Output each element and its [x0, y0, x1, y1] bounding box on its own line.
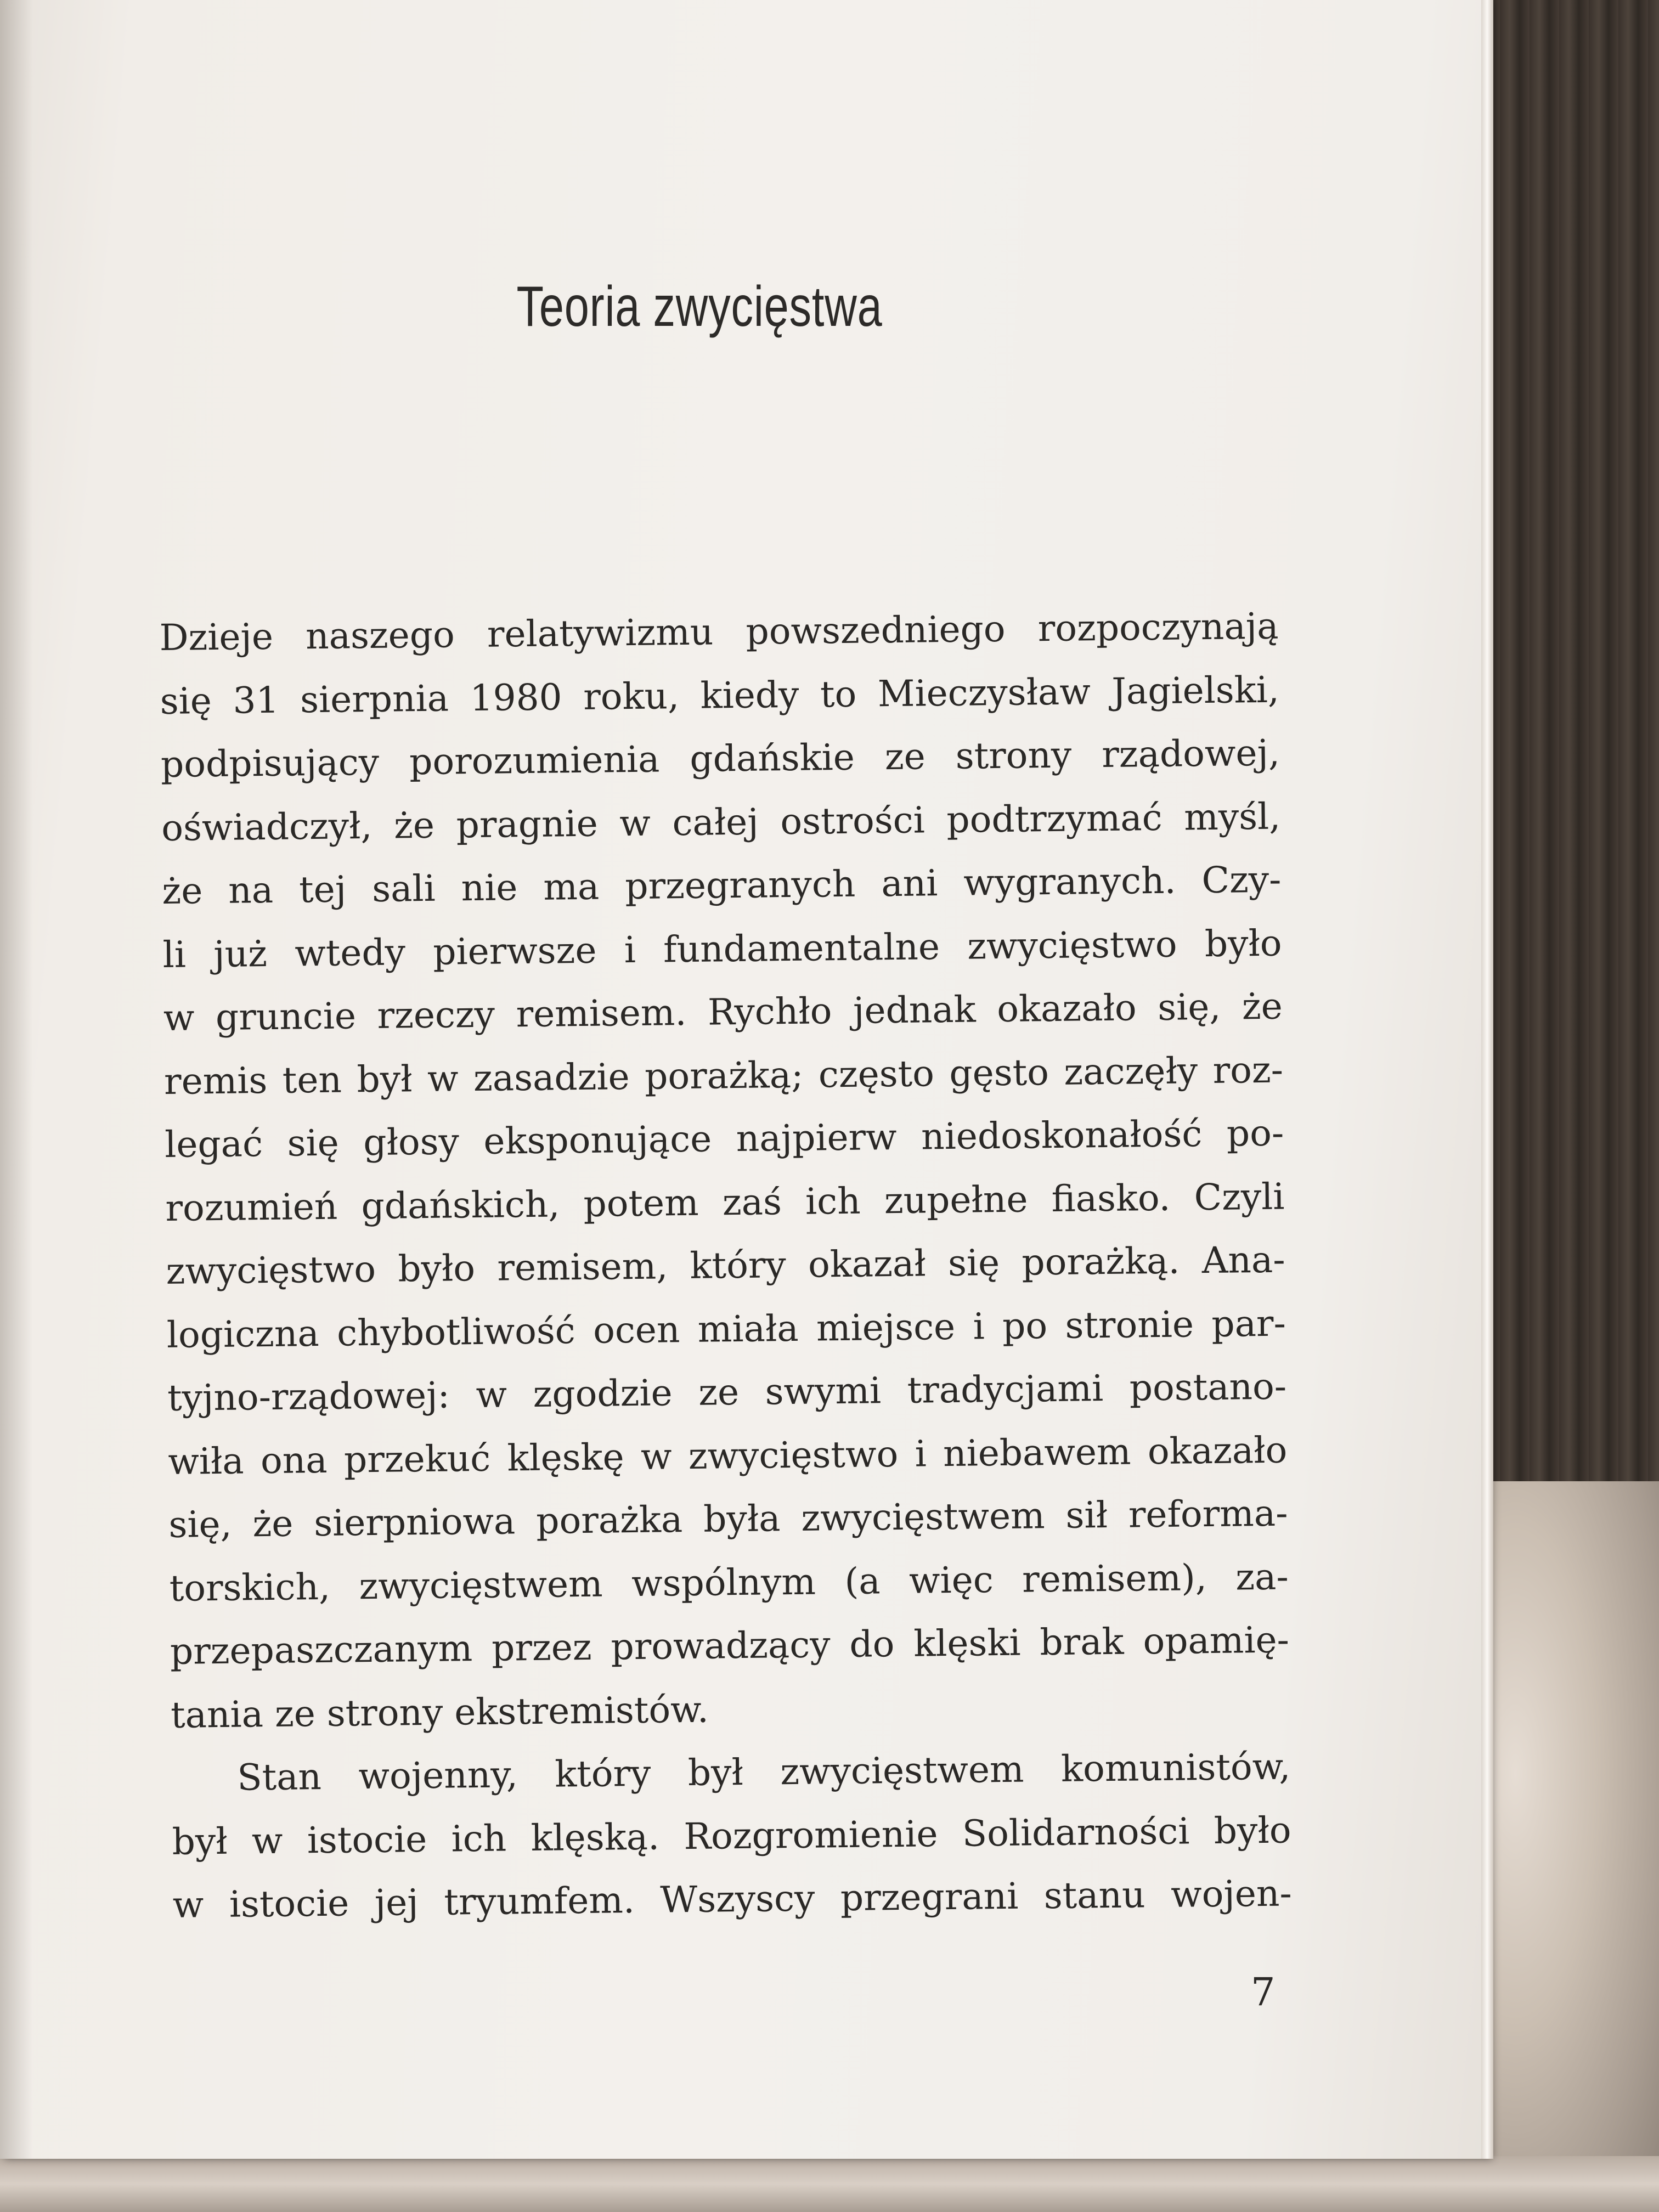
background-fabric-bottom [0, 2156, 1659, 2212]
text-line: Dzieje naszego relatywizmu powszedniego rozpoczynają [159, 605, 1279, 659]
text-line: się, że sierpniowa porażka była zwycięstwem sił reforma- [168, 1492, 1288, 1546]
text-line: zwycięstwo było remisem, który okazał się porażką. Ana- [166, 1238, 1285, 1293]
text-line: Stan wojenny, który był zwycięstwem komunistów, [236, 1745, 1291, 1799]
text-line: rozumień gdańskich, potem zaś ich zupełne fiasko. Czyli [165, 1175, 1285, 1229]
page-number: 7 [1251, 1970, 1276, 2015]
text-line: się 31 sierpnia 1980 roku, kiedy to Mieczysław Jagielski, [160, 668, 1280, 723]
background-fabric-dark [1470, 0, 1659, 1591]
text-line: że na tej sali nie ma przegranych ani wygranych. Czy- [162, 858, 1282, 912]
text-line: wiła ona przekuć klęskę w zwycięstwo i niebawem okazało [167, 1429, 1288, 1483]
text-line: torskich, zwycięstwem wspólnym (a więc remisem), za- [169, 1555, 1289, 1610]
chapter-title: Teoria zwycięstwa [516, 275, 883, 338]
text-line: li już wtedy pierwsze i fundamentalne zwycięstwo było [162, 922, 1282, 976]
text-line: oświadczył, że pragnie w całej ostrości podtrzymać myśl, [161, 795, 1281, 849]
page-edge [1481, 0, 1493, 2159]
text-line: tania ze strony ekstremistów. [170, 1688, 709, 1736]
text-line: w gruncie rzeczy remisem. Rychło jednak okazało się, że [163, 985, 1283, 1039]
text-line: legać się głosy eksponujące najpierw niedoskonałość po- [164, 1111, 1284, 1166]
text-line: podpisujący porozumienia gdańskie ze strony rządowej, [160, 731, 1280, 786]
text-line: logiczna chybotliwość ocen miała miejsce i po stronie par- [166, 1302, 1286, 1356]
text-line: był w istocie ich klęską. Rozgromienie Solidarności było [172, 1809, 1291, 1863]
text-line: remis ten był w zasadzie porażką; często gęsto zaczęły roz- [163, 1048, 1284, 1103]
text-line: w istocie jej tryumfem. Wszyscy przegrani stanu wojen- [172, 1872, 1293, 1926]
body-text [159, 595, 1292, 1937]
page-gutter-shadow [0, 0, 33, 2159]
text-line: tyjno-rządowej: w zgodzie ze swymi tradycjami postano- [167, 1365, 1287, 1419]
text-line: przepaszczanym przez prowadzący do klęski brak opamię- [170, 1618, 1290, 1673]
